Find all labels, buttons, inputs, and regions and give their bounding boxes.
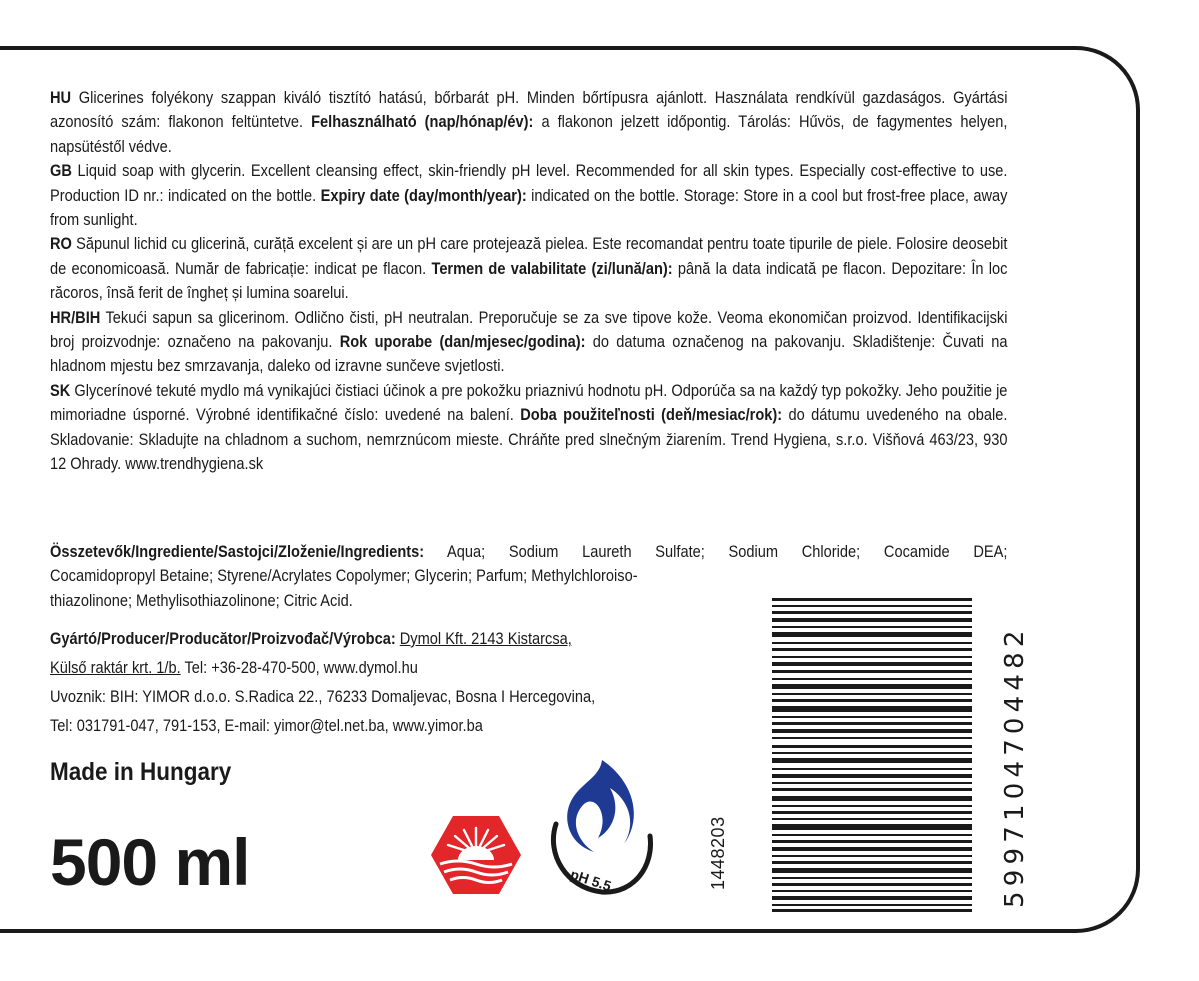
- hr-paragraph: HR/BIH Tekući sapun sa glicerinom. Odlično čisti, pH neutralan. Preporučuje se za sve tipove kože. Veoma ekonomičan proizvod. Identifikacijski broj proizvodnje: označeno na pakovanju. Rok uporabe (dan/mjesec/godina): do datuma označenog na pakovanju. Skladištenje: Čuvati na hladnom mjestu bez smrzavanja, daleko od izravne sunčeve svjetlosti.: [50, 307, 1008, 376]
- producer-label: Gyártó/Producer/Producător/Proizvođač/Výrobca:: [50, 629, 396, 648]
- lang-code-gb: GB: [50, 161, 72, 181]
- made-in-hungary: Made in Hungary: [50, 758, 232, 786]
- importer-line-2: Tel: 031791-047, 791-153, E-mail: yimor@tel.net.ba, www.yimor.ba: [50, 716, 483, 735]
- lang-code-ro: RO: [50, 234, 72, 254]
- importer-line-1: Uvoznik: BIH: YIMOR d.o.o. S.Radica 22., 76233 Domaljevac, Bosna I Hercegovina,: [50, 687, 596, 706]
- hu-paragraph: HU Glicerines folyékony szappan kiváló tisztító hatású, bőrbarát pH. Minden bőrtípusra ajánlott. Használata rendkívül gazdaságos. Gyártási azonosító szám: flakonon feltüntetve. Felhasználható (nap/hónap/év): a flakonon jelzett időpontig. Tárolás: Hűvös, de fagymentes helyen, napsütéstől védve.: [50, 88, 1008, 156]
- producer-line-2: Külső raktár krt. 1/b. Tel: +36-28-470-500, www.dymol.hu: [50, 658, 418, 677]
- producer-line-1: Gyártó/Producer/Producător/Proizvođač/Výrobca: Dymol Kft. 2143 Kistarcsa,: [50, 629, 572, 648]
- product-code: 1448203: [708, 816, 728, 890]
- multilingual-description: [50, 86, 1007, 477]
- sk-paragraph: SK Glycerínové tekuté mydlo má vynikajúci čistiaci účinok a pre pokožku priaznivú hodnotu pH. Odporúča sa na každý typ pokožky. Jeho použitie je mimoriadne úsporné. Výrobné identifikačné číslo: uvedené na balení. Doba použiteľnosti (deň/mesiac/rok): do dátumu uvedeného na obale. Skladovanie: Skladujte na chladnom a suchom, nemrznúcom mieste. Chráňte pred slnečným žiarením. Trend Hygiena, s.r.o. Višňová 463/23, 930 12 Ohrady. www.trendhygiena.sk: [50, 380, 1008, 474]
- ingredients-line-2: Cocamidopropyl Betaine; Styrene/Acrylates Copolymer; Glycerin; Parfum; Methylchloroiso-: [50, 566, 638, 586]
- ro-paragraph: RO Săpunul lichid cu glicerină, curăță excelent și are un pH care protejează pielea. Este recomandat pentru toate tipurile de piele. Folosire deosebit de economicoasă. Număr de fabricație: indicat pe flacon. Termen de valabilitate (zi/lună/an): până la data indicată pe flacon. Depozitare: În loc răcoros, însă ferit de îngheț și lumina soarelui.: [50, 234, 1008, 303]
- lang-code-sk: SK: [50, 380, 71, 400]
- barcode: [772, 598, 972, 912]
- producer-block: [50, 624, 701, 740]
- ingredients-line-3: thiazolinone; Methylisothiazolinone; Citric Acid.: [50, 590, 353, 610]
- gb-paragraph: GB Liquid soap with glycerin. Excellent cleansing effect, skin-friendly pH level. Recommended for all skin types. Especially cost-effective to use. Production ID nr.: indicated on the bottle. Expiry date (day/month/year): indicated on the bottle. Storage: Store in a cool but frost-free place, away from sunlight.: [50, 161, 1008, 230]
- barcode-number: 5997104704482: [1000, 625, 1030, 908]
- ingredients-label: Összetevők/Ingrediente/Sastojci/Zloženie/Ingredients:: [50, 542, 425, 561]
- lang-code-hr: HR/BIH: [50, 307, 101, 327]
- ingredients-line-1: Összetevők/Ingrediente/Sastojci/Zloženie/Ingredients: Aqua; Sodium Laureth Sulfate; Sodium Chloride; Cocamide DEA;: [50, 542, 1008, 561]
- sun-sea-hexagon-icon: [430, 814, 522, 896]
- ph-flame-icon: [540, 758, 660, 896]
- lang-code-hu: HU: [50, 88, 72, 107]
- volume-label: 500 ml: [50, 825, 250, 899]
- ph-badge-text: pH 5.5: [568, 865, 614, 895]
